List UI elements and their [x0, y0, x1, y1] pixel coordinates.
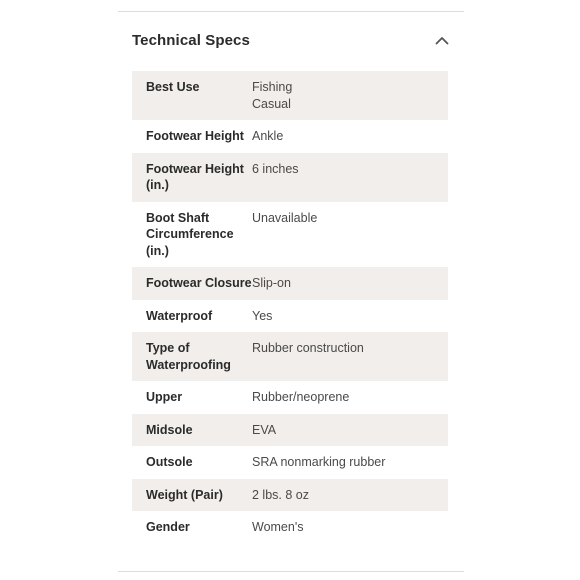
technical-specs-panel [118, 11, 464, 572]
spec-value [252, 210, 448, 260]
spec-value [252, 128, 448, 145]
spec-value-line: EVA [252, 422, 277, 437]
spec-label: Gender [146, 520, 190, 534]
spec-row [132, 202, 448, 268]
spec-value-line: Unavailable [252, 210, 318, 225]
spec-label: Midsole [146, 422, 193, 437]
spec-label: Outsole [146, 455, 193, 469]
spec-label: Best Use [146, 80, 200, 94]
spec-value [252, 389, 448, 406]
spec-value-line: Casual [252, 96, 291, 111]
spec-value-line: Yes [252, 308, 273, 323]
spec-value-line: SRA nonmarking rubber [252, 455, 386, 469]
spec-value-line: 6 inches [252, 161, 299, 176]
spec-label: Weight (Pair) [146, 487, 223, 502]
spec-value [252, 275, 448, 292]
spec-row [132, 71, 448, 120]
spec-row [132, 300, 448, 333]
spec-value [252, 422, 448, 439]
panel-bottom-divider [118, 571, 464, 572]
spec-value-line: Rubber construction [252, 341, 364, 355]
spec-value [252, 79, 448, 112]
spec-row [132, 479, 448, 512]
technical-specs-header[interactable] [132, 28, 450, 52]
spec-row [132, 381, 448, 414]
spec-value-line: Slip-on [252, 276, 291, 290]
spec-label: Waterproof [146, 308, 213, 323]
spec-label: Type of Waterproofing [146, 341, 231, 372]
spec-value [252, 454, 448, 471]
spec-value-line: Rubber/neoprene [252, 390, 350, 404]
spec-value [252, 308, 448, 325]
spec-row [132, 332, 448, 381]
section-title: Technical Specs [132, 31, 250, 49]
spec-label: Upper [146, 390, 183, 404]
spec-value [252, 519, 448, 536]
spec-label: Footwear Height [146, 129, 244, 143]
spec-row [132, 511, 448, 544]
spec-label: Boot Shaft Circumference (in.) [146, 210, 234, 258]
spec-value [252, 340, 448, 373]
spec-value-line: Women's [252, 520, 304, 534]
specs-table [132, 71, 448, 544]
chevron-up-icon[interactable] [434, 32, 450, 48]
spec-row [132, 446, 448, 479]
spec-label: Footwear Closure [146, 276, 252, 290]
spec-label: Footwear Height (in.) [146, 161, 244, 192]
spec-row [132, 267, 448, 300]
spec-value-line: 2 lbs. 8 oz [252, 487, 309, 502]
spec-row [132, 153, 448, 202]
spec-value-line: Ankle [252, 129, 284, 143]
spec-value [252, 161, 448, 194]
spec-value-line: Fishing [252, 80, 293, 94]
spec-row [132, 414, 448, 447]
spec-row [132, 120, 448, 153]
spec-value [252, 487, 448, 504]
